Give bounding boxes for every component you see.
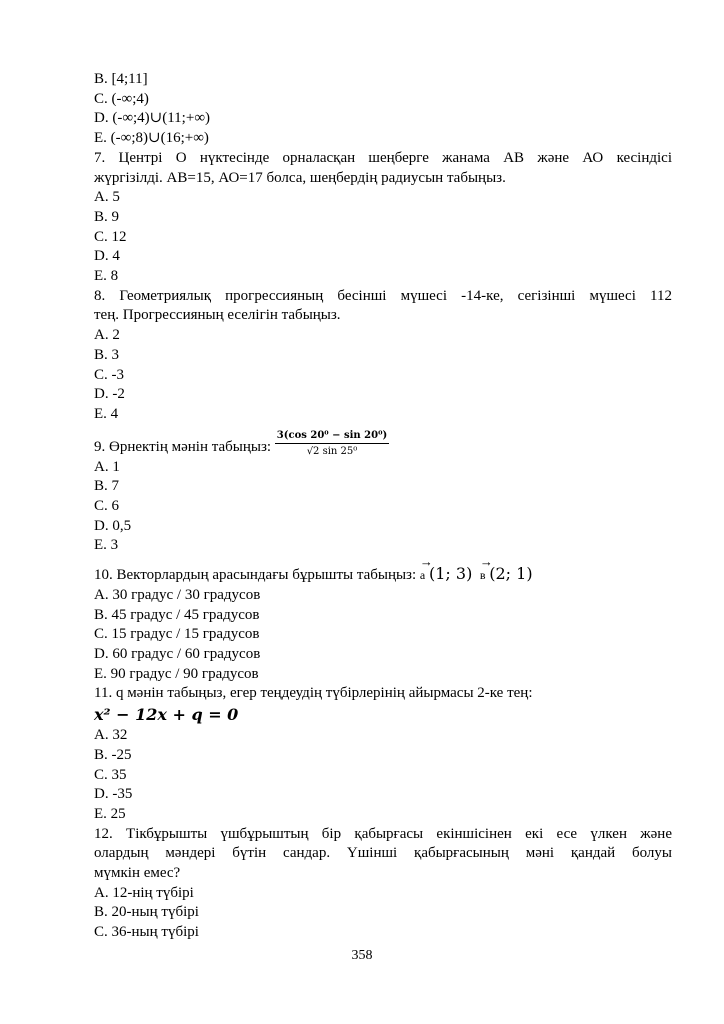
option-d: D. -2 — [94, 386, 125, 403]
question-9 — [94, 429, 672, 458]
option-d: D. -35 — [94, 786, 133, 803]
question-12-line-1: 12. Тікбұрышты үшбұрыштың бір қабырғасы екіншісінен екі есе үлкен және — [94, 825, 672, 842]
question-9-fraction — [275, 429, 389, 458]
question-9-text: 9. Өрнектің мәнін табыңыз: — [94, 438, 272, 455]
option-b: B. 45 градус / 45 градусов — [94, 606, 260, 623]
question-10-text: 10. Векторлардың арасындағы бұрышты табыңыз: — [94, 567, 417, 584]
fraction-denominator: √2 sin 25⁰ — [306, 445, 358, 457]
vector-b — [479, 554, 493, 586]
question-12-line-2: олардың мәндері бүтін сандар. Үшінші қабырғасының мәні қандай болуы — [94, 845, 672, 862]
fraction-numerator: 3(cos 20⁰ − sin 20⁰) — [275, 429, 389, 444]
arrow-icon: → — [479, 554, 493, 570]
option-a: A. 1 — [94, 458, 120, 475]
option-c: C. 6 — [94, 498, 120, 515]
vector-a — [419, 554, 433, 586]
option-d: D. (-∞;4)∪(11;+∞) — [94, 110, 211, 127]
page-content — [94, 70, 672, 943]
option-e: E. 3 — [94, 537, 119, 554]
question-10 — [94, 554, 672, 586]
vector-a-coords: (1; 3) — [428, 564, 473, 584]
option-c: C. -3 — [94, 366, 124, 383]
vector-b-coords: (2; 1) — [489, 564, 533, 584]
option-b: B. 9 — [94, 208, 120, 225]
question-8-line-2: тең. Прогрессияның еселігін табыңыз. — [94, 307, 341, 324]
option-e: E. 8 — [94, 268, 119, 285]
question-7-line-1: 7. Центрі О нүктесінде орналасқан шеңберге жанама АВ және АО кесіндісі — [94, 149, 672, 166]
option-b: B. -25 — [94, 746, 132, 763]
option-a: A. 5 — [94, 189, 120, 206]
option-e: E. 90 градус / 90 градусов — [94, 665, 259, 682]
option-b: B. 20-ның түбірі — [94, 904, 199, 921]
option-c: C. (-∞;4) — [94, 90, 149, 107]
vector-a-name: а — [419, 568, 426, 583]
option-c: C. 15 градус / 15 градусов — [94, 626, 260, 643]
option-d: D. 0,5 — [94, 517, 132, 534]
option-d: D. 60 градус / 60 градусов — [94, 645, 261, 662]
question-7-line-2: жүргізілді. АВ=15, АО=17 болса, шеңбердің радиусын табыңыз. — [94, 169, 506, 186]
option-a: A. 12-нің түбірі — [94, 884, 194, 901]
option-a: A. 30 градус / 30 градусов — [94, 586, 261, 603]
option-b: B. [4;11] — [94, 71, 148, 87]
vector-b-name: в — [479, 568, 486, 583]
arrow-icon: → — [419, 554, 433, 570]
question-11-equation: x² − 12x + q = 0 — [94, 705, 239, 725]
option-d: D. 4 — [94, 248, 120, 265]
page-number: 358 — [351, 948, 373, 963]
option-e: E. 4 — [94, 405, 119, 422]
question-12-line-3: мүмкін емес? — [94, 865, 181, 882]
question-8-line-1: 8. Геометриялық прогрессияның бесінші мүшесі -14-ке, сегізінші мүшесі 112 — [94, 287, 672, 304]
option-e: E. (-∞;8)∪(16;+∞) — [94, 130, 209, 147]
question-11-text: 11. q мәнін табыңыз, егер теңдеудің түбірлерінің айырмасы 2-ке тең: — [94, 685, 533, 702]
option-c: C. 36-ның түбірі — [94, 924, 199, 941]
option-b: B. 7 — [94, 478, 120, 495]
option-a: A. 2 — [94, 327, 120, 344]
option-e: E. 25 — [94, 805, 126, 822]
option-a: A. 32 — [94, 727, 128, 744]
option-c: C. 35 — [94, 766, 127, 783]
option-b: B. 3 — [94, 346, 120, 363]
option-c: C. 12 — [94, 228, 127, 245]
